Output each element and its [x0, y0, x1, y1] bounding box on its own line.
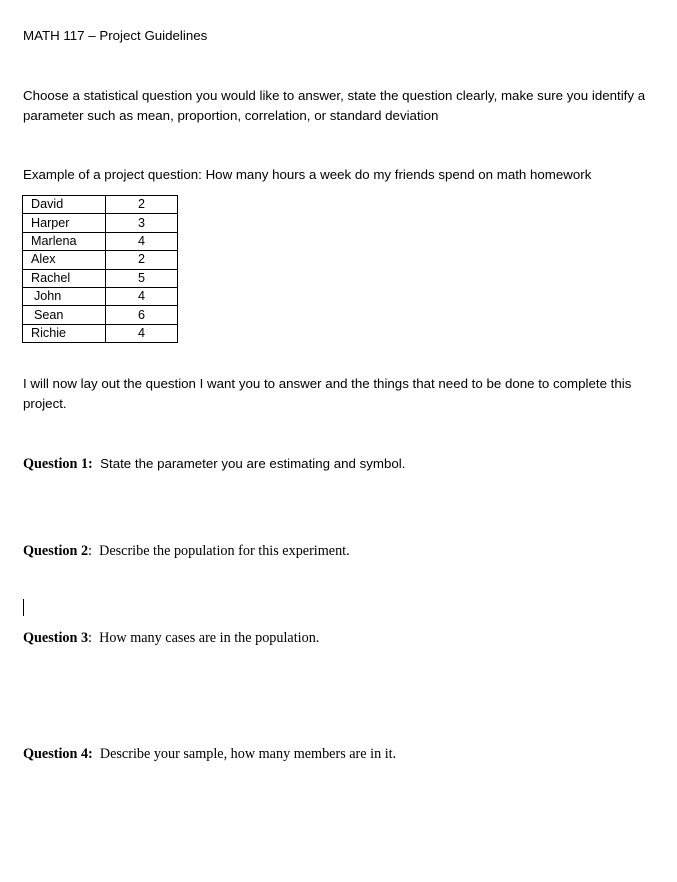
table-cell-name: Sean [23, 306, 106, 324]
table-row [23, 214, 178, 232]
table-cell-hours: 4 [106, 287, 178, 305]
question-1 [23, 454, 653, 474]
table-row [23, 324, 178, 342]
table-cell-name: Richie [23, 324, 106, 342]
text-cursor[interactable] [23, 599, 24, 616]
table-row [23, 269, 178, 287]
question-1-label: Question 1: [23, 456, 93, 472]
question-1-text: State the parameter you are estimating and symbol. [100, 456, 406, 471]
table-cell-name: Harper [23, 214, 106, 232]
table-row [23, 306, 178, 324]
table-cell-name: John [23, 287, 106, 305]
table-cell-name: Rachel [23, 269, 106, 287]
table-cell-hours: 2 [106, 196, 178, 214]
table-cell-hours: 4 [106, 324, 178, 342]
table-cell-name: Alex [23, 251, 106, 269]
table-cell-hours: 6 [106, 306, 178, 324]
closing-paragraph: I will now lay out the question I want you to answer and the things that need to be done to complete this project. [23, 376, 632, 411]
question-2: Question 2: Describe the population for this experiment. [23, 543, 350, 559]
question-2-text: Describe the population for this experiment. [99, 543, 350, 559]
table-row [23, 251, 178, 269]
question-4-text: Describe your sample, how many members are in it. [99, 746, 397, 762]
question-4-label: Question 4: [23, 746, 93, 762]
table-row [23, 196, 178, 214]
table-cell-name: Marlena [23, 232, 106, 250]
question-4 [23, 744, 653, 764]
table-row [23, 232, 178, 250]
table-cell-name: David [23, 196, 106, 214]
table-cell-hours: 3 [106, 214, 178, 232]
table-cell-hours: 2 [106, 251, 178, 269]
table-cell-hours: 4 [106, 232, 178, 250]
question-3-text: How many cases are in the population. [99, 630, 320, 646]
document-title: MATH 117 – Project Guidelines [23, 28, 208, 43]
question-2-label: Question 2 [23, 543, 89, 559]
example-data-table [22, 195, 178, 343]
table-row [23, 287, 178, 305]
question-3: Question 3: How many cases are in the population. [23, 630, 320, 646]
example-question: Example of a project question: How many hours a week do my friends spend on math homework [23, 167, 592, 182]
question-3-label: Question 3 [23, 630, 89, 646]
table-cell-hours: 5 [106, 269, 178, 287]
intro-paragraph: Choose a statistical question you would like to answer, state the question clearly, make sure you identify a parameter such as mean, proportion, correlation, or standard deviation [23, 88, 646, 123]
